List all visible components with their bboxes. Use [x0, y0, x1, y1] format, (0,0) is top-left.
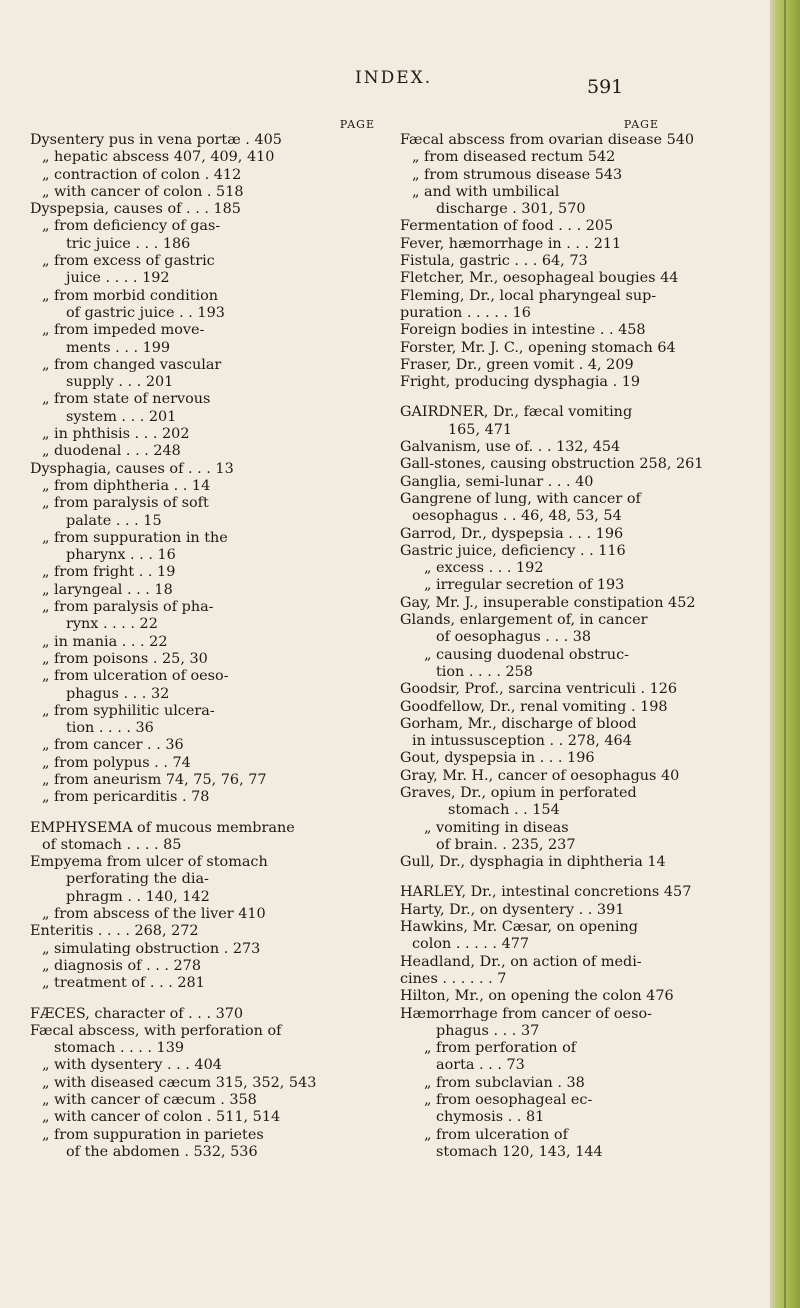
entry-text: „ from subclavian . 38: [424, 1074, 585, 1091]
index-entry: [30, 564, 382, 581]
index-entry: [30, 1040, 382, 1057]
entry-text: „ from ulceration of: [424, 1126, 568, 1143]
entry-text: stomach . . 154: [448, 802, 560, 819]
index-entry: [400, 1023, 752, 1040]
entry-text: of the abdomen . 532, 536: [66, 1143, 258, 1160]
index-entry: [400, 543, 752, 560]
index-entry: [400, 456, 752, 473]
index-entry: [400, 647, 752, 664]
index-entry: [30, 958, 382, 975]
index-entry: [400, 305, 752, 322]
entry-text: Enteritis . . . . 268, 272: [30, 923, 199, 940]
index-entry: [30, 789, 382, 806]
entry-text: Fletcher, Mr., oesophageal bougies 44: [400, 270, 679, 287]
index-entry: [400, 854, 752, 871]
index-entry: [400, 595, 752, 612]
entry-text: „ from poisons . 25, 30: [42, 650, 208, 667]
entry-text: Garrod, Dr., dyspepsia . . . 196: [400, 525, 624, 542]
entry-text: „ contraction of colon . 412: [42, 166, 242, 183]
entry-text: „ with cancer of colon . 511, 514: [42, 1109, 281, 1126]
entry-text: „ vomiting in diseas: [424, 819, 569, 836]
entry-text: of stomach . . . . 85: [42, 836, 182, 853]
entry-text: palate . . . 15: [66, 512, 162, 529]
entry-text: of oesophagus . . . 38: [436, 629, 592, 646]
index-entry: [30, 409, 382, 426]
index-entry: [400, 149, 752, 166]
entry-text: Fleming, Dr., local pharyngeal sup-: [400, 287, 657, 304]
index-entry: [400, 1109, 752, 1126]
index-entry: [400, 577, 752, 594]
entry-text: Gray, Mr. H., cancer of oesophagus 40: [400, 767, 680, 784]
index-entry: [400, 750, 752, 767]
index-entry: [400, 716, 752, 733]
entry-text: „ from paralysis of soft: [42, 495, 209, 512]
entry-text: „ from changed vascular: [42, 356, 222, 373]
index-entry: [400, 1127, 752, 1144]
index-entry: [400, 902, 752, 919]
index-entry: [400, 357, 752, 374]
entry-text: supply . . . 201: [66, 374, 174, 391]
page-column-heading: PAGE: [339, 118, 375, 131]
index-entry: [400, 253, 752, 270]
index-entry: [400, 422, 752, 439]
index-entry: [400, 1040, 752, 1057]
index-entry: [30, 1127, 382, 1144]
entry-text: juice . . . . 192: [66, 270, 170, 287]
entry-text: „ from ulceration of oeso-: [42, 668, 229, 685]
entry-text: Fæcal abscess, with perforation of: [30, 1022, 282, 1039]
left-column: [30, 118, 382, 1161]
entry-text: 165, 471: [448, 421, 513, 438]
entry-text: Gull, Dr., dysphagia in diphtheria 14: [400, 854, 666, 871]
entry-text: tion . . . . 258: [436, 663, 533, 680]
index-entry: [400, 526, 752, 543]
index-entry: [400, 1006, 752, 1023]
entry-text: pharynx . . . 16: [66, 547, 176, 564]
entry-text: Dysphagia, causes of . . . 13: [30, 460, 234, 477]
entry-text: „ from polypus . . 74: [42, 754, 191, 771]
index-entry: [400, 1144, 752, 1161]
index-entry: [400, 184, 752, 201]
entry-text: Gay, Mr. J., insuperable constipation 452: [400, 594, 696, 611]
entry-text: „ from paralysis of pha-: [42, 599, 214, 616]
index-entry: [400, 988, 752, 1005]
entry-text: HARLEY, Dr., intestinal concretions 457: [400, 884, 692, 901]
edge-line: [784, 0, 786, 1308]
index-entry: [400, 919, 752, 936]
index-entry: [30, 253, 382, 270]
entry-text: „ in mania . . . 22: [42, 633, 168, 650]
page-number: 591: [587, 76, 624, 98]
entry-text: „ with dysentery . . . 404: [42, 1057, 222, 1074]
index-entry: [400, 837, 752, 854]
index-entry: [400, 884, 752, 901]
entry-text: Headland, Dr., on action of medi-: [400, 953, 642, 970]
entry-text: Goodfellow, Dr., renal vomiting . 198: [400, 698, 668, 715]
entry-text: in intussusception . . 278, 464: [412, 733, 632, 750]
running-head: INDEX.: [355, 68, 433, 88]
entry-text: chymosis . . 81: [436, 1109, 545, 1126]
index-entry: [400, 971, 752, 988]
entry-text: „ from perforation of: [424, 1040, 577, 1057]
index-entry: [30, 322, 382, 339]
index-entry: [30, 599, 382, 616]
page-column-heading: PAGE: [623, 118, 659, 131]
entry-text: „ in phthisis . . . 202: [42, 426, 190, 443]
entry-text: „ from syphilitic ulcera-: [42, 702, 215, 719]
index-entry: [30, 1109, 382, 1126]
index-entry: [400, 218, 752, 235]
entry-text: „ from diseased rectum 542: [412, 149, 616, 166]
section-gap: [400, 391, 752, 404]
entry-text: „ from state of nervous: [42, 391, 211, 408]
entry-text: Dysentery pus in vena portæ . 405: [30, 132, 282, 148]
index-entry: [30, 616, 382, 633]
entry-text: system . . . 201: [66, 408, 177, 425]
entry-text: Gangrene of lung, with cancer of: [400, 490, 641, 507]
index-entry: [400, 820, 752, 837]
entry-text: „ from deficiency of gas-: [42, 218, 221, 235]
entry-text: stomach . . . . 139: [54, 1040, 185, 1057]
right-entries: [400, 132, 752, 1161]
index-entry: [400, 167, 752, 184]
entry-text: Forster, Mr. J. C., opening stomach 64: [400, 339, 676, 356]
index-entry: [30, 530, 382, 547]
entry-text: „ causing duodenal obstruc-: [424, 646, 629, 663]
index-entry: [400, 236, 752, 253]
entry-text: tric juice . . . 186: [66, 235, 191, 252]
index-entry: [30, 1075, 382, 1092]
index-entry: [400, 374, 752, 391]
entry-text: Fever, hæmorrhage in . . . 211: [400, 235, 622, 252]
index-entry: [30, 305, 382, 322]
index-entry: [30, 340, 382, 357]
index-entry: [30, 1023, 382, 1040]
index-entry: [30, 184, 382, 201]
index-entry: [30, 755, 382, 772]
index-entry: [30, 634, 382, 651]
entry-text: EMPHYSEMA of mucous membrane: [30, 819, 295, 836]
entry-text: Fæcal abscess from ovarian disease 540: [400, 132, 695, 148]
index-entry: [30, 871, 382, 888]
entry-text: Ganglia, semi-lunar . . . 40: [400, 473, 594, 490]
entry-text: „ from fright . . 19: [42, 564, 176, 581]
index-entry: [400, 612, 752, 629]
entry-text: „ from aneurism 74, 75, 76, 77: [42, 771, 267, 788]
entry-text: „ with cancer of colon . 518: [42, 183, 244, 200]
index-entry: [400, 785, 752, 802]
entry-text: Foreign bodies in intestine . . 458: [400, 322, 646, 339]
index-entry: [30, 443, 382, 460]
index-entry: [30, 461, 382, 478]
index-entry: [30, 820, 382, 837]
index-entry: [30, 941, 382, 958]
index-entry: [30, 651, 382, 668]
index-entry: [400, 699, 752, 716]
index-entry: [30, 720, 382, 737]
entry-text: Hilton, Mr., on opening the colon 476: [400, 988, 674, 1005]
index-entry: [400, 1057, 752, 1074]
index-entry: [30, 1144, 382, 1161]
index-entry: [30, 357, 382, 374]
index-entry: [30, 975, 382, 992]
entry-text: „ hepatic abscess 407, 409, 410: [42, 149, 275, 166]
entry-text: Hawkins, Mr. Cæsar, on opening: [400, 919, 638, 936]
index-entry: [30, 686, 382, 703]
index-entry: [30, 1057, 382, 1074]
entry-text: Gout, dyspepsia in . . . 196: [400, 750, 595, 767]
entry-text: Galvanism, use of. . . 132, 454: [400, 439, 621, 456]
entry-text: „ diagnosis of . . . 278: [42, 957, 201, 974]
entry-text: phragm . . 140, 142: [66, 888, 210, 905]
index-entry: [30, 837, 382, 854]
entry-text: Harty, Dr., on dysentery . . 391: [400, 901, 625, 918]
entry-text: cines . . . . . . 7: [400, 970, 507, 987]
index-entry: [30, 167, 382, 184]
entry-text: Fraser, Dr., green vomit . 4, 209: [400, 356, 634, 373]
entry-text: „ with cancer of cæcum . 358: [42, 1092, 257, 1109]
index-entry: [30, 391, 382, 408]
index-entry: [30, 889, 382, 906]
index-entry: [400, 936, 752, 953]
left-entries: [30, 132, 382, 1161]
index-entry: [400, 322, 752, 339]
index-entry: [400, 404, 752, 421]
section-gap: [30, 807, 382, 820]
index-entry: [400, 288, 752, 305]
entry-text: „ excess . . . 192: [424, 560, 544, 577]
index-entry: [400, 132, 752, 149]
index-entry: [400, 491, 752, 508]
entry-text: Graves, Dr., opium in perforated: [400, 784, 637, 801]
entry-text: rynx . . . . 22: [66, 616, 158, 633]
index-entry: [30, 854, 382, 871]
index-entry: [400, 560, 752, 577]
entry-text: „ treatment of . . . 281: [42, 975, 205, 992]
entry-text: „ from suppuration in the: [42, 529, 228, 546]
index-entry: [30, 582, 382, 599]
entry-text: „ duodenal . . . 248: [42, 443, 181, 460]
index-entry: [400, 954, 752, 971]
index-entry: [30, 236, 382, 253]
index-entry: [400, 681, 752, 698]
entry-text: Gall-stones, causing obstruction 258, 261: [400, 456, 704, 473]
entry-text: of brain. . 235, 237: [436, 836, 576, 853]
index-entry: [400, 474, 752, 491]
index-entry: [30, 703, 382, 720]
entry-text: Gorham, Mr., discharge of blood: [400, 715, 637, 732]
entry-text: Fistula, gastric . . . 64, 73: [400, 253, 588, 270]
entry-text: Hæmorrhage from cancer of oeso-: [400, 1005, 652, 1022]
entry-text: Glands, enlargement of, in cancer: [400, 612, 648, 629]
index-entry: [400, 733, 752, 750]
index-entry: [30, 772, 382, 789]
entry-text: „ simulating obstruction . 273: [42, 940, 261, 957]
entry-text: „ irregular secretion of 193: [424, 577, 625, 594]
entry-text: „ from pericarditis . 78: [42, 789, 210, 806]
entry-text: Goodsir, Prof., sarcina ventriculi . 126: [400, 681, 678, 698]
entry-text: oesophagus . . 46, 48, 53, 54: [412, 508, 622, 525]
index-entry: [400, 201, 752, 218]
entry-text: „ from impeded move-: [42, 322, 205, 339]
index-entry: [400, 439, 752, 456]
entry-text: stomach 120, 143, 144: [436, 1143, 603, 1160]
index-entry: [30, 495, 382, 512]
entry-text: phagus . . . 32: [66, 685, 170, 702]
entry-text: FÆCES, character of . . . 370: [30, 1005, 244, 1022]
index-entry: [400, 664, 752, 681]
index-entry: [30, 513, 382, 530]
entry-text: „ from abscess of the liver 410: [42, 906, 266, 923]
index-entry: [30, 478, 382, 495]
entry-text: perforating the dia-: [66, 871, 209, 888]
index-entry: [30, 426, 382, 443]
entry-text: „ and with umbilical: [412, 183, 560, 200]
index-entry: [30, 923, 382, 940]
entry-text: „ from oesophageal ec-: [424, 1092, 593, 1109]
index-entry: [400, 340, 752, 357]
entry-text: discharge . 301, 570: [436, 201, 586, 218]
index-entry: [30, 668, 382, 685]
index-entry: [30, 149, 382, 166]
entry-text: GAIRDNER, Dr., fæcal vomiting: [400, 404, 633, 421]
index-entry: [400, 802, 752, 819]
entry-text: Gastric juice, deficiency . . 116: [400, 542, 626, 559]
index-entry: [30, 737, 382, 754]
index-entry: [30, 374, 382, 391]
index-entry: [30, 270, 382, 287]
entry-text: „ from diphtheria . . 14: [42, 477, 211, 494]
index-entry: [400, 768, 752, 785]
index-entry: [30, 1092, 382, 1109]
index-entry: [400, 629, 752, 646]
entry-text: Fermentation of food . . . 205: [400, 218, 614, 235]
index-entry: [30, 547, 382, 564]
index-entry: [400, 508, 752, 525]
entry-text: puration . . . . . 16: [400, 304, 531, 321]
book-edge: [770, 0, 800, 1308]
index-entry: [30, 906, 382, 923]
entry-text: „ from cancer . . 36: [42, 737, 184, 754]
entry-text: „ from suppuration in parietes: [42, 1126, 264, 1143]
index-entry: [30, 218, 382, 235]
index-entry: [400, 270, 752, 287]
entry-text: of gastric juice . . 193: [66, 304, 225, 321]
entry-text: „ from morbid condition: [42, 287, 219, 304]
section-gap: [400, 871, 752, 884]
entry-text: colon . . . . . 477: [412, 936, 530, 953]
entry-text: Fright, producing dysphagia . 19: [400, 374, 641, 391]
index-entry: [30, 288, 382, 305]
section-gap: [30, 993, 382, 1006]
index-entry: [30, 1006, 382, 1023]
index-entry: [400, 1075, 752, 1092]
entry-text: phagus . . . 37: [436, 1022, 540, 1039]
entry-text: tion . . . . 36: [66, 720, 154, 737]
entry-text: ments . . . 199: [66, 339, 171, 356]
right-column: [400, 118, 752, 1161]
index-entry: [30, 132, 382, 149]
entry-text: „ with diseased cæcum 315, 352, 543: [42, 1074, 317, 1091]
entry-text: „ laryngeal . . . 18: [42, 581, 173, 598]
entry-text: aorta . . . 73: [436, 1057, 525, 1074]
entry-text: Dyspepsia, causes of . . . 185: [30, 201, 241, 218]
entry-text: Empyema from ulcer of stomach: [30, 854, 268, 871]
entry-text: „ from excess of gastric: [42, 253, 215, 270]
index-entry: [400, 1092, 752, 1109]
entry-text: „ from strumous disease 543: [412, 166, 623, 183]
index-entry: [30, 201, 382, 218]
